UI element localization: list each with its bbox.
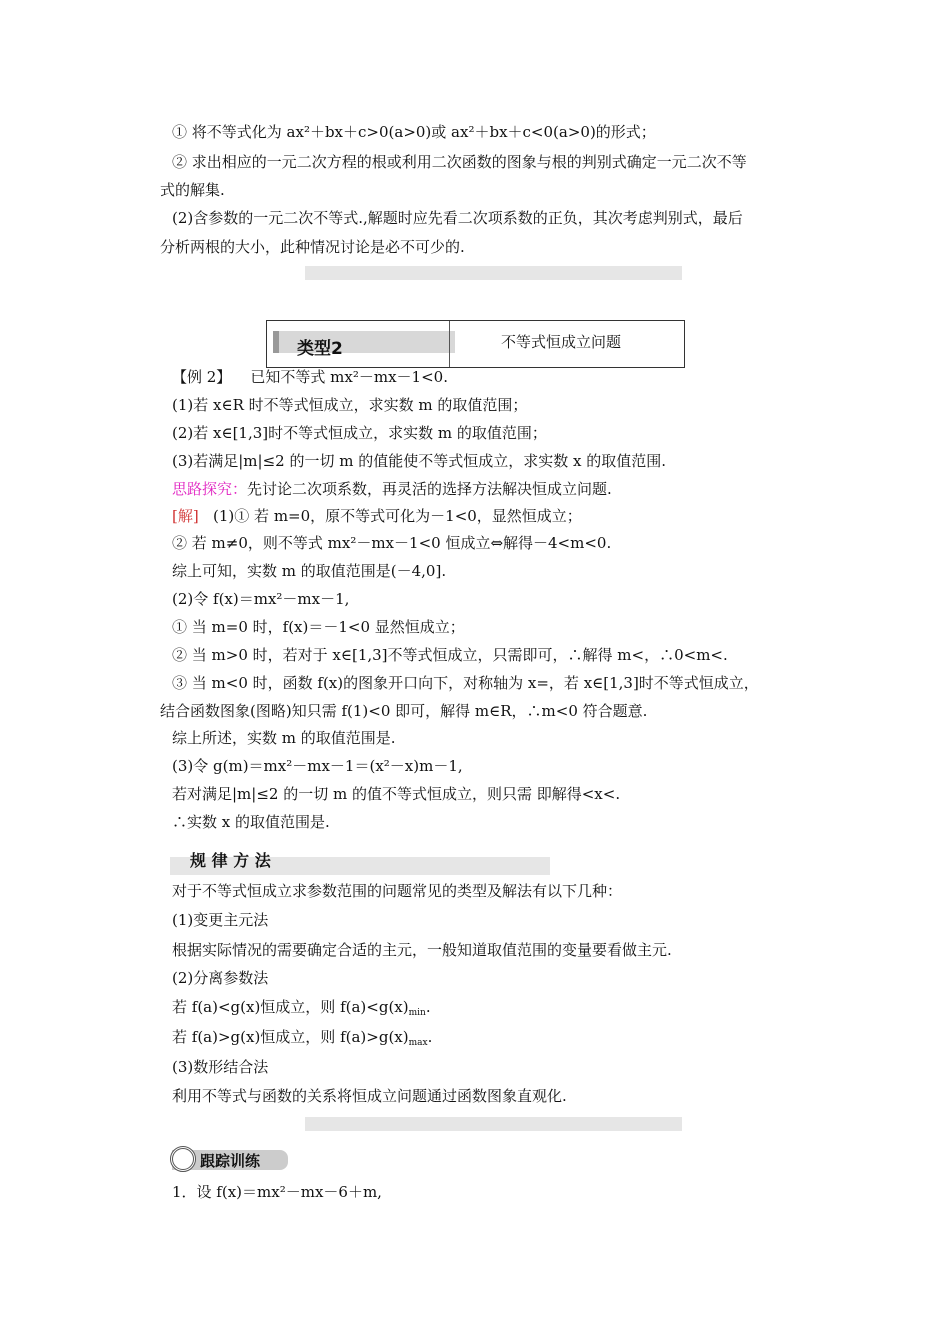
- rule-subscript: max: [408, 1038, 428, 1048]
- type-badge-tab: [273, 331, 455, 359]
- solution-line: ② 当 m>0 时，若对于 x∈[1,3]不等式恒成立，只需即可，∴解得 m<，∴0<m<.: [172, 646, 728, 664]
- solution-text: (1)① 若 m=0，原不等式可化为－1<0，显然恒成立；: [213, 507, 582, 525]
- type-badge: 类型2: [297, 339, 343, 359]
- method-line: 对于不等式恒成立求参数范围的问题常见的类型及解法有以下几种：: [172, 882, 623, 900]
- question: (2)若 x∈[1,3]时不等式恒成立，求实数 m 的取值范围；: [172, 424, 547, 442]
- question: (1)若 x∈R 时不等式恒成立，求实数 m 的取值范围；: [172, 396, 528, 414]
- method-rule: 若 f(a)>g(x)恒成立，则 $f(a)>g(x)_{max}$.: [172, 1028, 433, 1048]
- method-line: 利用不等式与函数的关系将恒成立问题通过函数图象直观化.: [172, 1087, 567, 1105]
- intro-line: ① 将不等式化为 ax²＋bx＋c>0(a>0)或 ax²＋bx＋c<0(a>0)的形式；: [172, 123, 656, 141]
- method-line: 根据实际情况的需要确定合适的主元，一般知道取值范围的变量要看做主元.: [172, 941, 672, 959]
- method-rule: 若 f(a)<g(x)恒成立，则 $f(a)<g(x)_{min}$.: [172, 998, 431, 1018]
- target-icon: [170, 1146, 196, 1172]
- solution-line: (3)令 g(m)＝mx²－mx－1＝(x²－x)m－1,: [172, 757, 463, 775]
- solution-line: 结合函数图象(图略)知只需 f(1)<0 即可，解得 m∈R，∴m<0 符合题意.: [160, 702, 648, 720]
- solution-line: 综上可知，实数 m 的取值范围是(－4,0].: [172, 562, 447, 580]
- method-header: 规 律 方 法: [190, 851, 271, 870]
- method-line: (3)数形结合法: [172, 1058, 269, 1076]
- solution-label: [解]: [172, 507, 199, 525]
- solution-line: (2)令 f(x)＝mx²－mx－1,: [172, 590, 350, 608]
- example-header: [172, 367, 448, 387]
- practice-question: 1．设 f(x)＝mx²－mx－6＋m,: [172, 1183, 382, 1201]
- section-divider: [305, 266, 682, 280]
- rule-text: 若 f(a)<g(x)恒成立，则 f(a)<g(x): [172, 998, 409, 1016]
- solution-line: ② 若 m≠0，则不等式 mx²－mx－1<0 恒成立⇔解得－4<m<0.: [172, 534, 612, 552]
- intro-line: 分析两根的大小，此种情况讨论是必不可少的.: [160, 238, 465, 256]
- solution-line: 若对满足|m|≤2 的一切 m 的值不等式恒成立，则只需 即解得<x<.: [172, 785, 621, 803]
- solution-line: ③ 当 m<0 时，函数 f(x)的图象开口向下，对称轴为 x=，若 x∈[1,3]时不等式恒成立，: [172, 674, 759, 692]
- type-separator: [449, 321, 450, 367]
- type-title: 不等式恒成立问题: [501, 333, 622, 351]
- hint-label: 思路探究：: [172, 480, 248, 498]
- hint-line: [172, 479, 612, 499]
- type-heading-box: [266, 320, 685, 368]
- practice-header: 跟踪训练: [200, 1152, 261, 1170]
- example-statement: 已知不等式 mx²－mx－1<0.: [250, 368, 448, 386]
- solution-line: ∴实数 x 的取值范围是.: [172, 813, 330, 831]
- intro-line: ② 求出相应的一元二次方程的根或利用二次函数的图象与根的判别式确定一元二次不等: [172, 153, 747, 171]
- example-label: 【例 2】: [172, 368, 232, 386]
- method-line: (2)分离参数法: [172, 969, 269, 987]
- rule-text: 若 f(a)>g(x)恒成立，则 f(a)>g(x): [172, 1028, 409, 1046]
- solution-line: ① 当 m=0 时，f(x)＝－1<0 显然恒成立；: [172, 618, 465, 636]
- hint-text: 先讨论二次项系数，再灵活的选择方法解决恒成立问题.: [247, 480, 612, 498]
- question: (3)若满足|m|≤2 的一切 m 的值能使不等式恒成立，求实数 x 的取值范围.: [172, 452, 666, 470]
- solution-line: 综上所述，实数 m 的取值范围是.: [172, 729, 396, 747]
- intro-line: (2)含参数的一元二次不等式.,解题时应先看二次项系数的正负，其次考虑判别式，最后: [172, 209, 743, 227]
- method-line: (1)变更主元法: [172, 911, 269, 929]
- section-divider: [305, 1117, 682, 1131]
- rule-subscript: min: [408, 1008, 426, 1018]
- solution-line: [172, 506, 582, 526]
- intro-line: 式的解集.: [160, 181, 225, 199]
